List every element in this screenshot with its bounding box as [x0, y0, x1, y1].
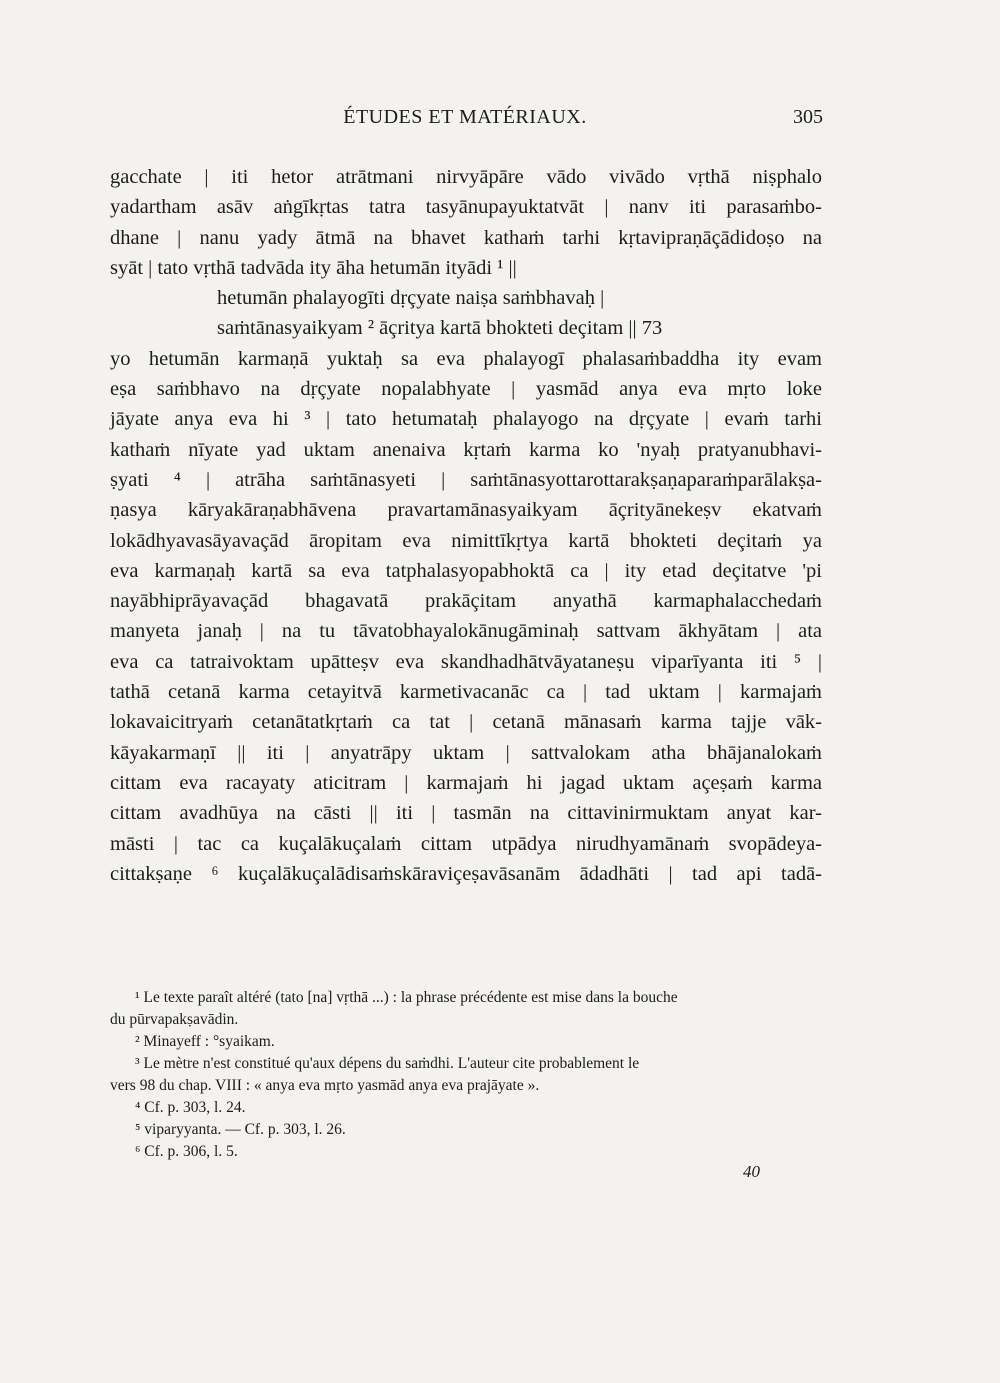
footnote: ⁶ Cf. p. 306, l. 5. [135, 1143, 238, 1160]
text-line: kāyakarmaṇī || iti | anyatrāpy uktam | sattvalokam atha bhājanalokaṁ [110, 741, 822, 764]
text-line: ṣyati ⁴ | atrāha saṁtānasyeti | saṁtānasyottarottarakṣaṇaparaṁparālakṣa- [110, 468, 822, 491]
text-line: ṇasya kāryakāraṇabhāvena pravartamānasyaikyam āçrityānekeṣv ekatvaṁ [110, 499, 822, 522]
verse-line: saṁtānasyaikyam ² āçritya kartā bhokteti deçitam || 73 [217, 317, 663, 340]
text-line: manyeta janaḥ | na tu tāvatobhayalokānugāminaḥ sattvam ākhyātam | ata [110, 620, 822, 643]
running-head: ÉTUDES ET MATÉRIAUX. [343, 106, 587, 128]
text-line: cittakṣaṇe ⁶ kuçalākuçalādisaṁskāraviçeṣavāsanām ādadhāti | tad api tadā- [110, 862, 822, 885]
text-line: māsti | tac ca kuçalākuçalaṁ cittam utpādya nirudhyamānaṁ svopādeya- [110, 832, 822, 855]
footnote: ² Minayeff : °syaikam. [135, 1033, 275, 1050]
signature-mark: 40 [743, 1162, 760, 1181]
page-header [110, 106, 823, 136]
text-line: gacchate | iti hetor atrātmani nirvyāpāre vādo vivādo vṛthā niṣphalo [110, 166, 822, 188]
text-line: lokādhyavasāyavaçād āropitam eva nimittīkṛtya kartā bhokteti deçitaṁ ya [110, 529, 822, 552]
main-text [110, 162, 822, 889]
text-line: eva karmaṇaḥ kartā sa eva tatphalasyopabhoktā ca | ity etad deçitatve 'pi [110, 559, 822, 582]
text-line: eṣa saṁbhavo na dṛçyate nopalabhyate | yasmād anya eva mṛto loke [110, 378, 822, 401]
text-line: tathā cetanā karma cetayitvā karmetivacanāc ca | tad uktam | karmajaṁ [110, 681, 822, 704]
text-line: yadartham asāv aṅgīkṛtas tatra tasyānupayuktatvāt | nanv iti parasaṁbo- [110, 196, 822, 219]
footnote: ³ Le mètre n'est constitué qu'aux dépens du saṁdhi. L'auteur cite probablement le [135, 1055, 640, 1072]
text-line: yo hetumān karmaṇā yuktaḥ sa eva phalayogī phalasaṁbaddha ity evam [110, 347, 822, 370]
text-line: syāt | tato vṛthā tadvāda ity āha hetumān ityādi ¹ || [110, 256, 517, 279]
page-number: 305 [793, 106, 823, 128]
text-line: lokavaicitryaṁ cetanātatkṛtaṁ ca tat | cetanā mānasaṁ karma tajje vāk- [110, 711, 822, 734]
text-line: dhane | nanu yady ātmā na bhavet kathaṁ tarhi kṛtavipraṇāçādidoṣo na [110, 226, 822, 249]
verse-line: hetumān phalayogīti dṛçyate naiṣa saṁbhavaḥ | [217, 287, 605, 310]
footnote: ¹ Le texte paraît altéré (tato [na] vṛthā ...) : la phrase précédente est mise dans la bouche [135, 989, 678, 1006]
text-line: eva ca tatraivoktam upātteṣv eva skandhadhātvāyataneṣu viparīyanta iti ⁵ | [110, 650, 822, 673]
footnote-continuation: du pūrvapakṣavādin. [110, 1011, 239, 1028]
footnote: ⁴ Cf. p. 303, l. 24. [135, 1099, 246, 1116]
text-line: kathaṁ nīyate yad uktam anenaiva kṛtaṁ karma ko 'nyaḥ pratyanubhavi- [110, 438, 822, 461]
footnote-continuation: vers 98 du chap. VIII : « anya eva mṛto yasmād anya eva prajāyate ». [110, 1077, 540, 1094]
footnote: ⁵ viparyyanta. — Cf. p. 303, l. 26. [135, 1121, 346, 1138]
text-line: nayābhiprāyavaçād bhagavatā prakāçitam anyathā karmaphalacchedaṁ [110, 590, 822, 613]
text-line: cittam avadhūya na cāsti || iti | tasmān na cittavinirmuktam anyat kar- [110, 802, 822, 825]
text-line: jāyate anya eva hi ³ | tato hetumataḥ phalayogo na dṛçyate | evaṁ tarhi [110, 408, 822, 431]
footnotes [110, 987, 822, 1163]
text-line: cittam eva racayaty aticitram | karmajaṁ hi jagad uktam açeṣaṁ karma [110, 771, 822, 794]
